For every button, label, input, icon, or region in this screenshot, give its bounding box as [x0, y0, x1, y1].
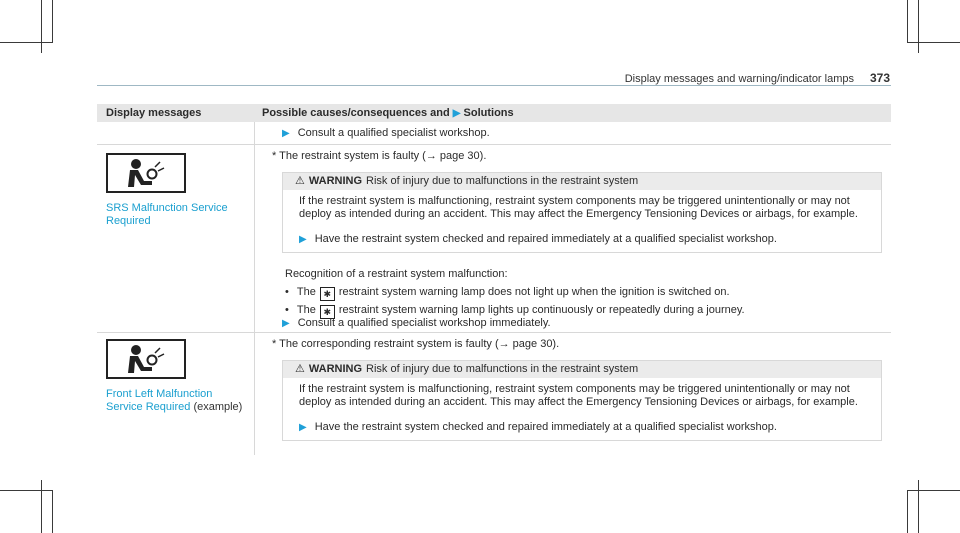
- display-message-text: SRS Malfunction Service Required: [106, 202, 228, 227]
- crop-mark: [918, 480, 919, 533]
- warning-box: [282, 360, 882, 441]
- airbag-warning-icon: [106, 339, 186, 379]
- crop-mark: [907, 490, 908, 533]
- crop-mark: [918, 0, 919, 53]
- list-item: • The ✱ restraint system warning lamp does not light up when the ignition is switched on.: [285, 286, 730, 299]
- crop-mark: [41, 480, 42, 533]
- cause-text: * The restraint system is faulty (→ page 30).: [272, 150, 487, 162]
- warning-triangle-icon: ⚠: [295, 175, 305, 187]
- table-row: [97, 333, 891, 455]
- bullet-dot: •: [285, 286, 289, 298]
- column-divider: [254, 333, 255, 455]
- crop-mark: [41, 0, 42, 53]
- warning-body: If the restraint system is malfunctioning, restraint system components may be triggered unintentionally or may not deploy as intended during an accident. This may affect the Emergency Tensioning Devices or airbags, for example. ▶ Have the restraint system checked and repaired immediately at a qualified specialist workshop.: [299, 195, 858, 245]
- airbag-warning-icon: ✱: [320, 287, 335, 301]
- crop-mark: [0, 42, 53, 43]
- bullet-dot: •: [285, 304, 289, 316]
- column-header-causes: Possible causes/consequences and ▶ Solutions: [262, 107, 514, 119]
- crop-mark: [907, 0, 908, 43]
- list-item: • The ✱ restraint system warning lamp lights up continuously or repeatedly during a journey.: [285, 304, 745, 317]
- column-header-messages: Display messages: [106, 107, 202, 119]
- running-head: Display messages and warning/indicator lamps: [624, 73, 854, 85]
- warning-box: [282, 172, 882, 253]
- airbag-warning-icon: [106, 153, 186, 193]
- action-line: ▶ Consult a qualified specialist workshop.: [282, 127, 490, 139]
- table-header: [97, 104, 891, 122]
- crop-mark: [52, 0, 53, 43]
- column-divider: [254, 122, 255, 144]
- airbag-warning-icon: ✱: [320, 305, 335, 319]
- play-arrow-icon: ▶: [299, 234, 307, 245]
- table-row: [97, 145, 891, 333]
- warning-body: If the restraint system is malfunctioning, restraint system components may be triggered unintentionally or may not deploy as intended during an accident. This may affect the Emergency Tensioning Devices or airbags, for example. ▶ Have the restraint system checked and repaired immediately at a qualified specialist workshop.: [299, 383, 858, 433]
- header-rule: [97, 85, 891, 86]
- play-arrow-icon: ▶: [299, 422, 307, 433]
- page-number: 373: [869, 71, 890, 85]
- display-message-cell: [106, 339, 242, 414]
- crop-mark: [0, 490, 53, 491]
- recognition-text: Recognition of a restraint system malfunction:: [285, 268, 508, 280]
- crop-mark: [907, 42, 960, 43]
- action-line: ▶ Consult a qualified specialist workshop immediately.: [282, 317, 551, 329]
- column-divider: [254, 145, 255, 332]
- warning-triangle-icon: ⚠: [295, 363, 305, 375]
- crop-mark: [907, 490, 960, 491]
- warning-header: ⚠ WARNING Risk of injury due to malfunctions in the restraint system: [283, 361, 881, 378]
- table-row: [97, 122, 891, 145]
- display-message-cell: [106, 153, 228, 228]
- play-arrow-icon: ▶: [282, 318, 290, 329]
- warning-header: ⚠ WARNING Risk of injury due to malfunctions in the restraint system: [283, 173, 881, 190]
- play-arrow-icon: ▶: [282, 128, 290, 139]
- display-message-text: Front Left Malfunction Service Required (example): [106, 388, 243, 413]
- crop-mark: [52, 490, 53, 533]
- messages-table: [97, 104, 891, 455]
- cause-text: * The corresponding restraint system is faulty (→ page 30).: [272, 338, 560, 350]
- play-arrow-icon: ▶: [452, 108, 461, 119]
